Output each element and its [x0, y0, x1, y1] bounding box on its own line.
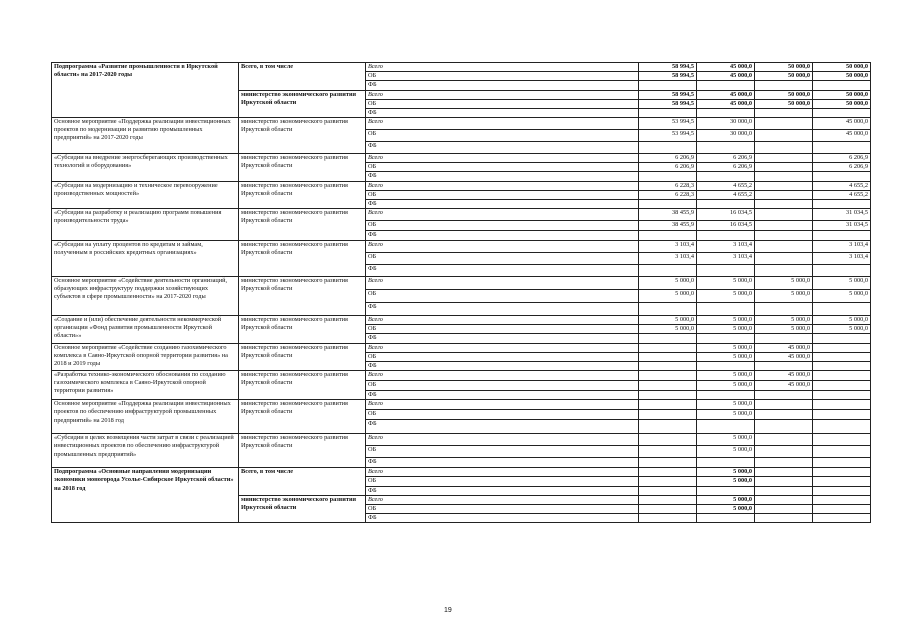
amount-cell	[639, 468, 697, 477]
amount-cell	[813, 361, 871, 370]
amount-cell	[813, 486, 871, 495]
amount-cell	[755, 181, 813, 190]
program-name-cell: «Субсидии в целях возмещения части затрат в связи с реализацией инвестиционных проектов по обеспечению инфраструктурой промышленных предприятий»	[52, 434, 239, 468]
funding-source-cell: Всего	[366, 434, 639, 446]
amount-cell	[639, 265, 697, 277]
amount-cell: 45 000,0	[697, 90, 755, 99]
amount-cell: 3 103,4	[813, 253, 871, 265]
amount-cell: 50 000,0	[755, 63, 813, 72]
amount-cell: 50 000,0	[755, 90, 813, 99]
amount-cell	[639, 108, 697, 117]
amount-cell: 5 000,0	[697, 468, 755, 477]
amount-cell	[639, 303, 697, 316]
funding-source-cell: ОБ	[366, 130, 639, 142]
table-row	[52, 63, 871, 72]
amount-cell	[813, 303, 871, 316]
amount-cell	[639, 391, 697, 400]
amount-cell: 50 000,0	[813, 99, 871, 108]
executor-cell: министерство экономического развития Иркутской области	[239, 316, 366, 344]
amount-cell: 5 000,0	[697, 352, 755, 361]
funding-source-cell: Всего	[366, 181, 639, 190]
page-number: 19	[444, 607, 452, 614]
executor-cell: министерство экономического развития Иркутской области	[239, 400, 366, 434]
amount-cell: 4 655,2	[697, 190, 755, 199]
executor-cell: министерство экономического развития Иркутской области	[239, 495, 366, 523]
funding-source-cell: Всего	[366, 400, 639, 410]
amount-cell	[639, 352, 697, 361]
amount-cell	[639, 514, 697, 523]
amount-cell	[755, 477, 813, 486]
amount-cell	[813, 477, 871, 486]
amount-cell: 50 000,0	[813, 72, 871, 81]
amount-cell	[755, 209, 813, 221]
executor-cell: министерство экономического развития Иркутской области	[239, 209, 366, 241]
amount-cell	[755, 265, 813, 277]
executor-cell: министерство экономического развития Иркутской области	[239, 154, 366, 182]
executor-cell: Всего, в том числе	[239, 468, 366, 496]
amount-cell: 4 655,2	[813, 190, 871, 199]
amount-cell: 5 000,0	[697, 495, 755, 504]
amount-cell: 3 103,4	[639, 253, 697, 265]
amount-cell: 31 034,5	[813, 221, 871, 231]
funding-source-cell: Всего	[366, 154, 639, 163]
amount-cell: 5 000,0	[755, 290, 813, 303]
amount-cell: 5 000,0	[697, 410, 755, 420]
amount-cell	[755, 81, 813, 90]
table-row	[52, 468, 871, 477]
amount-cell: 30 000,0	[697, 118, 755, 130]
amount-cell: 6 206,9	[697, 154, 755, 163]
amount-cell	[697, 420, 755, 434]
amount-cell: 5 000,0	[697, 446, 755, 458]
amount-cell: 30 000,0	[697, 130, 755, 142]
amount-cell	[813, 81, 871, 90]
funding-source-cell: Всего	[366, 277, 639, 290]
amount-cell	[755, 334, 813, 343]
amount-cell	[639, 495, 697, 504]
amount-cell: 4 655,2	[813, 181, 871, 190]
amount-cell: 45 000,0	[755, 381, 813, 391]
program-name-cell: Основное мероприятие «Поддержка реализации инвестиционных проектов по обеспечению инфраструктурой промышленных предприятий» на 2018 год	[52, 400, 239, 434]
amount-cell	[813, 458, 871, 468]
amount-cell: 5 000,0	[813, 316, 871, 325]
table-row	[52, 118, 871, 130]
funding-source-cell: ОБ	[366, 352, 639, 361]
program-name-cell: «Создание и (или) обеспечение деятельности некоммерческой организации «Фонд развития промышленности Иркутской области»»	[52, 316, 239, 344]
amount-cell	[639, 420, 697, 434]
amount-cell	[755, 361, 813, 370]
amount-cell	[755, 303, 813, 316]
amount-cell	[697, 361, 755, 370]
amount-cell	[813, 514, 871, 523]
amount-cell: 6 206,9	[697, 163, 755, 172]
amount-cell	[755, 199, 813, 208]
funding-source-cell: ОБ	[366, 99, 639, 108]
amount-cell: 50 000,0	[755, 72, 813, 81]
amount-cell	[755, 154, 813, 163]
amount-cell: 45 000,0	[813, 118, 871, 130]
amount-cell	[639, 458, 697, 468]
amount-cell	[755, 468, 813, 477]
amount-cell	[813, 172, 871, 181]
funding-source-cell: ОБ	[366, 325, 639, 334]
amount-cell	[697, 265, 755, 277]
executor-cell: министерство экономического развития Иркутской области	[239, 277, 366, 316]
amount-cell: 5 000,0	[697, 434, 755, 446]
funding-source-cell: ФБ	[366, 81, 639, 90]
amount-cell	[755, 420, 813, 434]
amount-cell: 5 000,0	[697, 343, 755, 352]
amount-cell	[813, 265, 871, 277]
amount-cell	[755, 172, 813, 181]
amount-cell	[755, 142, 813, 154]
amount-cell	[697, 231, 755, 241]
funding-source-cell: ФБ	[366, 303, 639, 316]
amount-cell: 4 655,2	[697, 181, 755, 190]
amount-cell	[813, 343, 871, 352]
funding-source-cell: ФБ	[366, 334, 639, 343]
amount-cell	[813, 434, 871, 446]
amount-cell: 58 994,5	[639, 72, 697, 81]
amount-cell	[639, 504, 697, 513]
amount-cell	[639, 172, 697, 181]
amount-cell	[697, 142, 755, 154]
amount-cell	[813, 142, 871, 154]
amount-cell	[755, 495, 813, 504]
amount-cell	[813, 371, 871, 381]
amount-cell: 38 455,9	[639, 209, 697, 221]
amount-cell	[813, 420, 871, 434]
amount-cell	[697, 391, 755, 400]
amount-cell	[755, 504, 813, 513]
executor-cell: министерство экономического развития Иркутской области	[239, 118, 366, 154]
amount-cell	[755, 391, 813, 400]
amount-cell	[697, 486, 755, 495]
amount-cell: 5 000,0	[639, 290, 697, 303]
program-name-cell: «Субсидии на разработку и реализацию программ повышения производительности труда»	[52, 209, 239, 241]
amount-cell: 3 103,4	[697, 241, 755, 253]
funding-source-cell: ОБ	[366, 381, 639, 391]
amount-cell	[755, 118, 813, 130]
funding-source-cell: ФБ	[366, 172, 639, 181]
amount-cell: 45 000,0	[755, 371, 813, 381]
amount-cell	[639, 446, 697, 458]
table-row	[52, 400, 871, 410]
amount-cell	[755, 410, 813, 420]
amount-cell: 6 206,9	[813, 154, 871, 163]
amount-cell	[755, 434, 813, 446]
amount-cell: 5 000,0	[639, 316, 697, 325]
table-row	[52, 316, 871, 325]
amount-cell: 5 000,0	[755, 316, 813, 325]
amount-cell	[813, 108, 871, 117]
amount-cell	[813, 391, 871, 400]
funding-source-cell: Всего	[366, 241, 639, 253]
funding-source-cell: ФБ	[366, 108, 639, 117]
program-name-cell: Основное мероприятие «Содействие деятельности организаций, образующих инфраструктуру поддержки хозяйствующих субъектов в сфере промышленности» на 2017-2020 годы	[52, 277, 239, 316]
funding-source-cell: ОБ	[366, 290, 639, 303]
amount-cell: 50 000,0	[813, 63, 871, 72]
amount-cell: 6 206,9	[639, 163, 697, 172]
funding-source-cell: ФБ	[366, 361, 639, 370]
program-name-cell: Основное мероприятие «Поддержка реализации инвестиционных проектов по модернизации и развитию промышленных предприятий» на 2017-2020 годы	[52, 118, 239, 154]
table-row	[52, 434, 871, 446]
amount-cell: 5 000,0	[755, 277, 813, 290]
amount-cell	[755, 400, 813, 410]
funding-source-cell: ОБ	[366, 504, 639, 513]
funding-source-cell: ОБ	[366, 253, 639, 265]
amount-cell: 58 994,5	[639, 90, 697, 99]
amount-cell	[639, 381, 697, 391]
executor-cell: министерство экономического развития Иркутской области	[239, 434, 366, 468]
executor-cell: министерство экономического развития Иркутской области	[239, 241, 366, 277]
funding-source-cell: ФБ	[366, 142, 639, 154]
amount-cell: 3 103,4	[813, 241, 871, 253]
executor-cell: министерство экономического развития Иркутской области	[239, 181, 366, 209]
amount-cell	[813, 400, 871, 410]
funding-source-cell: Всего	[366, 343, 639, 352]
amount-cell	[755, 108, 813, 117]
amount-cell	[697, 108, 755, 117]
amount-cell	[755, 221, 813, 231]
funding-source-cell: Всего	[366, 118, 639, 130]
amount-cell	[639, 334, 697, 343]
program-name-cell: «Субсидии на модернизацию и техническое перевооружение производственных мощностей»	[52, 181, 239, 209]
program-name-cell: «Разработка технико-экономического обоснования по созданию газохимического комплекса в Саяно-Иркутской опорной территории развития»	[52, 371, 239, 400]
table-row	[52, 277, 871, 290]
funding-source-cell: ФБ	[366, 486, 639, 495]
amount-cell: 5 000,0	[697, 316, 755, 325]
amount-cell: 53 994,5	[639, 118, 697, 130]
amount-cell: 5 000,0	[697, 504, 755, 513]
amount-cell: 45 000,0	[697, 99, 755, 108]
amount-cell	[755, 190, 813, 199]
funding-source-cell: Всего	[366, 63, 639, 72]
funding-source-cell: ФБ	[366, 199, 639, 208]
amount-cell: 45 000,0	[697, 72, 755, 81]
amount-cell	[639, 477, 697, 486]
executor-cell: министерство экономического развития Иркутской области	[239, 343, 366, 371]
amount-cell: 45 000,0	[813, 130, 871, 142]
amount-cell: 45 000,0	[755, 352, 813, 361]
amount-cell	[639, 231, 697, 241]
amount-cell: 16 034,5	[697, 221, 755, 231]
amount-cell	[639, 343, 697, 352]
funding-source-cell: Всего	[366, 468, 639, 477]
amount-cell: 3 103,4	[697, 253, 755, 265]
table-row	[52, 181, 871, 190]
table-row	[52, 343, 871, 352]
amount-cell	[697, 303, 755, 316]
funding-source-cell: Всего	[366, 495, 639, 504]
amount-cell: 31 034,5	[813, 209, 871, 221]
amount-cell	[755, 241, 813, 253]
program-name-cell: «Субсидии на уплату процентов по кредитам и займам, полученным в российских кредитных организациях»	[52, 241, 239, 277]
program-name-cell: Подпрограмма «Основные направления модернизации экономики моногорода Усолье-Сибирское Иркутской области» на 2018 год	[52, 468, 239, 523]
executor-cell: Всего, в том числе	[239, 63, 366, 91]
table-row	[52, 241, 871, 253]
amount-cell: 6 206,9	[813, 163, 871, 172]
amount-cell	[639, 361, 697, 370]
amount-cell: 38 455,9	[639, 221, 697, 231]
amount-cell	[755, 446, 813, 458]
amount-cell: 6 228,3	[639, 181, 697, 190]
funding-source-cell: Всего	[366, 371, 639, 381]
amount-cell	[755, 514, 813, 523]
amount-cell	[755, 486, 813, 495]
amount-cell	[639, 400, 697, 410]
amount-cell: 53 994,5	[639, 130, 697, 142]
amount-cell	[813, 504, 871, 513]
amount-cell: 16 034,5	[697, 209, 755, 221]
amount-cell	[755, 231, 813, 241]
amount-cell: 5 000,0	[697, 325, 755, 334]
funding-source-cell: ОБ	[366, 72, 639, 81]
amount-cell	[755, 130, 813, 142]
amount-cell: 58 994,5	[639, 63, 697, 72]
amount-cell	[755, 253, 813, 265]
funding-source-cell: Всего	[366, 209, 639, 221]
amount-cell: 45 000,0	[755, 343, 813, 352]
executor-cell: министерство экономического развития Иркутской области	[239, 90, 366, 118]
amount-cell	[697, 172, 755, 181]
amount-cell: 5 000,0	[697, 477, 755, 486]
amount-cell	[813, 468, 871, 477]
amount-cell: 3 103,4	[639, 241, 697, 253]
amount-cell	[697, 199, 755, 208]
amount-cell	[813, 495, 871, 504]
funding-source-cell: ОБ	[366, 163, 639, 172]
amount-cell: 5 000,0	[639, 277, 697, 290]
amount-cell: 5 000,0	[697, 371, 755, 381]
amount-cell	[697, 81, 755, 90]
table-row	[52, 209, 871, 221]
funding-source-cell: Всего	[366, 316, 639, 325]
amount-cell	[813, 199, 871, 208]
amount-cell: 45 000,0	[697, 63, 755, 72]
program-name-cell: Основное мероприятие «Содействие созданию газохимического комплекса в Саяно-Иркутской опорной территории развития» на 2018 и 2019 годы	[52, 343, 239, 371]
amount-cell	[813, 410, 871, 420]
amount-cell	[813, 334, 871, 343]
amount-cell	[639, 199, 697, 208]
amount-cell	[697, 514, 755, 523]
amount-cell	[639, 371, 697, 381]
funding-source-cell: ОБ	[366, 446, 639, 458]
program-name-cell: Подпрограмма «Развитие промышленности в Иркутской области» на 2017-2020 годы	[52, 63, 239, 118]
funding-source-cell: ФБ	[366, 231, 639, 241]
amount-cell: 5 000,0	[697, 400, 755, 410]
amount-cell: 50 000,0	[813, 90, 871, 99]
funding-source-cell: ОБ	[366, 190, 639, 199]
amount-cell: 6 228,3	[639, 190, 697, 199]
amount-cell: 5 000,0	[813, 277, 871, 290]
amount-cell: 5 000,0	[813, 325, 871, 334]
amount-cell	[697, 334, 755, 343]
amount-cell: 50 000,0	[755, 99, 813, 108]
budget-table	[51, 62, 871, 523]
amount-cell	[755, 163, 813, 172]
funding-source-cell: Всего	[366, 90, 639, 99]
amount-cell	[639, 434, 697, 446]
amount-cell	[639, 142, 697, 154]
amount-cell: 5 000,0	[697, 290, 755, 303]
amount-cell	[813, 352, 871, 361]
table-row	[52, 154, 871, 163]
funding-source-cell: ФБ	[366, 420, 639, 434]
amount-cell	[813, 381, 871, 391]
funding-source-cell: ФБ	[366, 458, 639, 468]
funding-source-cell: ФБ	[366, 514, 639, 523]
amount-cell: 5 000,0	[813, 290, 871, 303]
amount-cell: 6 206,9	[639, 154, 697, 163]
program-name-cell: «Субсидии на внедрение энергосберегающих производственных технологий и оборудования»	[52, 154, 239, 182]
amount-cell	[639, 81, 697, 90]
funding-source-cell: ОБ	[366, 410, 639, 420]
amount-cell: 5 000,0	[639, 325, 697, 334]
amount-cell	[813, 446, 871, 458]
executor-cell: министерство экономического развития Иркутской области	[239, 371, 366, 400]
amount-cell	[639, 486, 697, 495]
amount-cell	[813, 231, 871, 241]
funding-source-cell: ФБ	[366, 265, 639, 277]
amount-cell: 58 994,5	[639, 99, 697, 108]
funding-source-cell: ФБ	[366, 391, 639, 400]
amount-cell: 5 000,0	[697, 381, 755, 391]
table-row	[52, 371, 871, 381]
amount-cell	[697, 458, 755, 468]
amount-cell: 5 000,0	[697, 277, 755, 290]
amount-cell: 5 000,0	[755, 325, 813, 334]
amount-cell	[639, 410, 697, 420]
funding-source-cell: ОБ	[366, 477, 639, 486]
funding-source-cell: ОБ	[366, 221, 639, 231]
amount-cell	[755, 458, 813, 468]
